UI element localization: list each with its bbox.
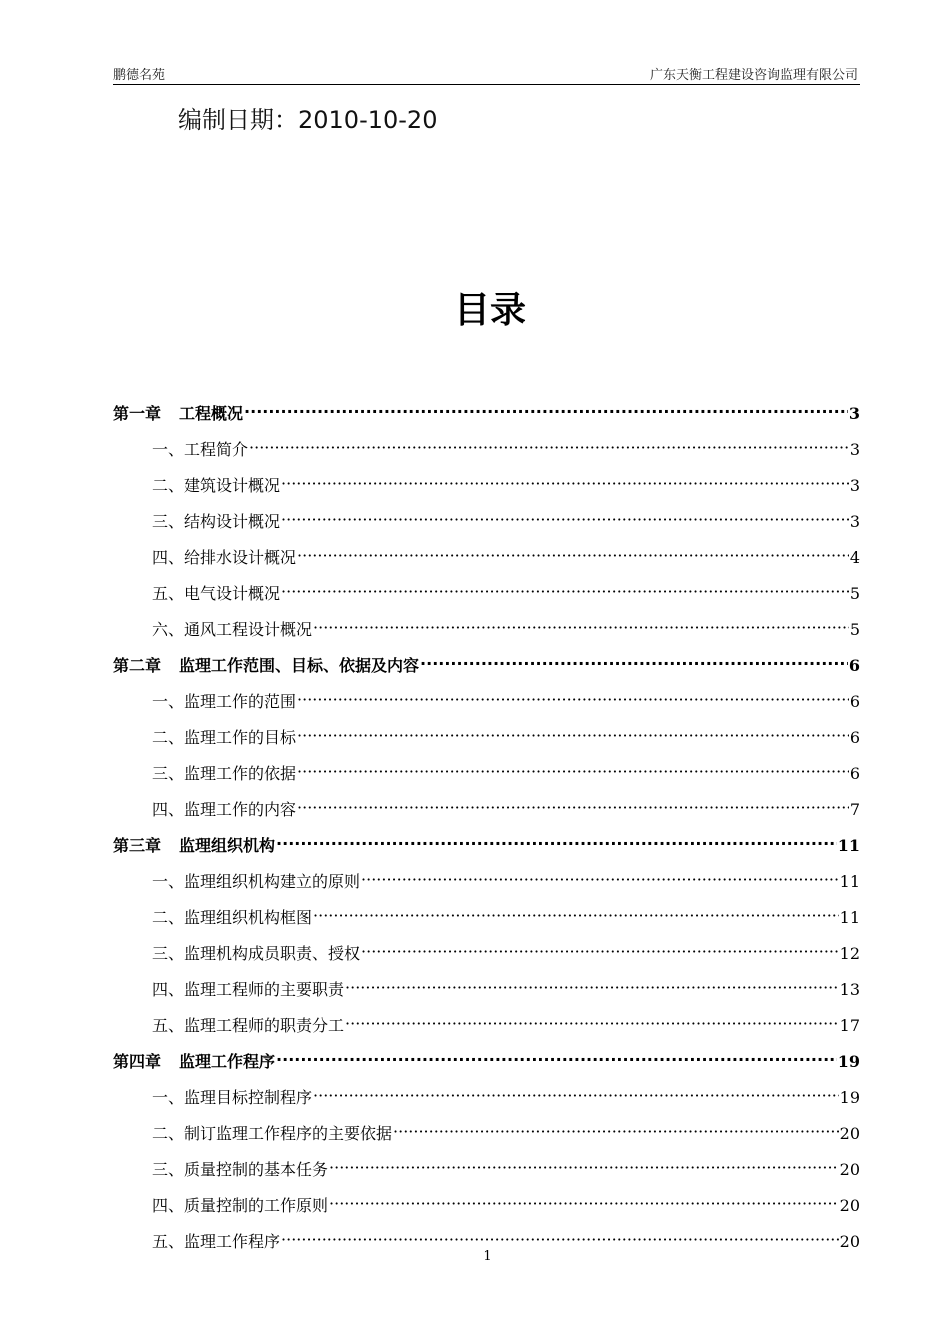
toc-entry-title bbox=[152, 720, 296, 756]
toc-entry-label: 一、监理目标控制程序 bbox=[152, 1088, 313, 1107]
toc-chapter-entry[interactable] bbox=[113, 828, 860, 864]
toc-section-entry[interactable] bbox=[113, 1008, 860, 1044]
toc-dot-leader bbox=[297, 718, 849, 754]
toc-entry-label: 二、制订监理工作程序的主要依据 bbox=[152, 1124, 393, 1143]
toc-entry-title bbox=[152, 684, 296, 720]
toc-page-number: 19 bbox=[837, 1052, 860, 1071]
toc-entry-title bbox=[152, 540, 296, 576]
toc-dot-leader bbox=[329, 1150, 839, 1186]
toc-chapter-entry[interactable] bbox=[113, 396, 860, 432]
toc-page-number: 4 bbox=[849, 548, 860, 567]
toc-entry-label: 四、监理工程师的主要职责 bbox=[152, 980, 345, 999]
toc-entry-label: 四、监理工作的内容 bbox=[152, 800, 297, 819]
toc-dot-leader bbox=[297, 754, 849, 790]
toc-entry-title bbox=[152, 468, 280, 504]
toc-dot-leader bbox=[361, 862, 839, 898]
toc-page-number: 5 bbox=[849, 620, 860, 639]
compile-date: 编制日期：2010-10-20 bbox=[178, 106, 438, 134]
toc-entry-title bbox=[152, 792, 296, 828]
toc-entry-title bbox=[113, 648, 419, 684]
toc-page-number: 3 bbox=[849, 440, 860, 459]
toc-dot-leader bbox=[420, 646, 848, 682]
toc-page-number: 11 bbox=[839, 908, 860, 927]
toc-section-entry[interactable] bbox=[113, 792, 860, 828]
toc-page-number: 20 bbox=[839, 1124, 860, 1143]
toc-page-number: 6 bbox=[848, 656, 860, 675]
toc-page-number: 17 bbox=[839, 1016, 860, 1035]
toc-page-number: 20 bbox=[839, 1160, 860, 1179]
table-of-contents bbox=[113, 396, 860, 1260]
toc-page-number: 6 bbox=[849, 692, 860, 711]
toc-section-entry[interactable] bbox=[113, 540, 860, 576]
toc-entry-label: 三、监理工作的依据 bbox=[152, 764, 297, 783]
toc-section-entry[interactable] bbox=[113, 900, 860, 936]
toc-page-number: 3 bbox=[848, 404, 860, 423]
toc-dot-leader bbox=[313, 898, 839, 934]
toc-page-number: 20 bbox=[839, 1232, 860, 1251]
toc-entry-title bbox=[152, 1188, 328, 1224]
toc-entry-title bbox=[152, 756, 296, 792]
toc-entry-label: 一、监理组织机构建立的原则 bbox=[152, 872, 361, 891]
toc-heading: 目录 bbox=[453, 290, 526, 331]
toc-dot-leader bbox=[244, 394, 848, 430]
toc-page-number: 12 bbox=[839, 944, 860, 963]
toc-entry-label: 一、监理工作的范围 bbox=[152, 692, 297, 711]
header-divider bbox=[113, 84, 860, 85]
toc-entry-title bbox=[152, 1080, 312, 1116]
toc-entry-label: 二、监理组织机构框图 bbox=[152, 908, 313, 927]
toc-entry-label: 四、给排水设计概况 bbox=[152, 548, 297, 567]
toc-entry-title bbox=[113, 396, 243, 432]
toc-page-number: 20 bbox=[839, 1196, 860, 1215]
toc-entry-label: 四、质量控制的工作原则 bbox=[152, 1196, 329, 1215]
toc-dot-leader bbox=[393, 1114, 839, 1150]
toc-entry-title bbox=[113, 1044, 275, 1080]
toc-dot-leader bbox=[361, 934, 839, 970]
toc-dot-leader bbox=[281, 502, 849, 538]
toc-dot-leader bbox=[345, 970, 839, 1006]
toc-dot-leader bbox=[329, 1186, 839, 1222]
toc-entry-title bbox=[152, 972, 344, 1008]
toc-section-entry[interactable] bbox=[113, 468, 860, 504]
toc-dot-leader bbox=[297, 682, 849, 718]
toc-entry-title bbox=[152, 936, 360, 972]
toc-dot-leader bbox=[281, 574, 849, 610]
toc-chapter-entry[interactable] bbox=[113, 1044, 860, 1080]
toc-entry-label: 监理工作程序 bbox=[179, 1052, 276, 1071]
toc-entry-label: 二、建筑设计概况 bbox=[152, 476, 281, 495]
toc-section-entry[interactable] bbox=[113, 756, 860, 792]
toc-entry-label: 五、监理工程师的职责分工 bbox=[152, 1016, 345, 1035]
toc-dot-leader bbox=[313, 610, 849, 646]
toc-chapter-number: 第二章 bbox=[113, 656, 162, 675]
toc-dot-leader bbox=[276, 1042, 837, 1078]
toc-section-entry[interactable] bbox=[113, 1152, 860, 1188]
toc-entry-label: 五、电气设计概况 bbox=[152, 584, 281, 603]
toc-entry-title bbox=[152, 864, 360, 900]
toc-entry-title bbox=[152, 900, 312, 936]
toc-entry-label: 三、监理机构成员职责、授权 bbox=[152, 944, 361, 963]
toc-entry-label: 六、通风工程设计概况 bbox=[152, 620, 313, 639]
toc-entry-label: 三、结构设计概况 bbox=[152, 512, 281, 531]
toc-entry-title bbox=[152, 504, 280, 540]
toc-entry-label: 二、监理工作的目标 bbox=[152, 728, 297, 747]
toc-dot-leader bbox=[249, 430, 849, 466]
toc-entry-label: 工程概况 bbox=[179, 404, 244, 423]
toc-section-entry[interactable] bbox=[113, 936, 860, 972]
header-company-name: 广东天衡工程建设咨询监理有限公司 bbox=[649, 68, 858, 83]
toc-entry-title bbox=[152, 1152, 328, 1188]
toc-entry-title bbox=[152, 612, 312, 648]
header-project-name: 鹏德名苑 bbox=[113, 68, 166, 83]
toc-entry-label: 三、质量控制的基本任务 bbox=[152, 1160, 329, 1179]
toc-section-entry[interactable] bbox=[113, 1188, 860, 1224]
toc-dot-leader bbox=[297, 538, 849, 574]
toc-chapter-number: 第三章 bbox=[113, 836, 162, 855]
toc-section-entry[interactable] bbox=[113, 1116, 860, 1152]
toc-section-entry[interactable] bbox=[113, 1080, 860, 1116]
toc-section-entry[interactable] bbox=[113, 972, 860, 1008]
toc-page-number: 7 bbox=[849, 800, 860, 819]
toc-section-entry[interactable] bbox=[113, 612, 860, 648]
toc-section-entry[interactable] bbox=[113, 576, 860, 612]
toc-dot-leader bbox=[297, 790, 849, 826]
toc-page-number: 3 bbox=[849, 476, 860, 495]
toc-section-entry[interactable] bbox=[113, 684, 860, 720]
toc-dot-leader bbox=[313, 1078, 839, 1114]
toc-section-entry[interactable] bbox=[113, 720, 860, 756]
toc-page-number: 6 bbox=[849, 728, 860, 747]
toc-page-number: 11 bbox=[837, 836, 860, 855]
footer-page-number: 1 bbox=[483, 1249, 492, 1264]
toc-entry-title bbox=[152, 1008, 344, 1044]
toc-section-entry[interactable] bbox=[113, 504, 860, 540]
toc-page-number: 5 bbox=[849, 584, 860, 603]
toc-chapter-number: 第四章 bbox=[113, 1052, 162, 1071]
toc-dot-leader bbox=[276, 826, 837, 862]
toc-entry-title bbox=[113, 828, 275, 864]
toc-section-entry[interactable] bbox=[113, 864, 860, 900]
toc-entry-label: 监理组织机构 bbox=[179, 836, 276, 855]
toc-page-number: 11 bbox=[839, 872, 860, 891]
toc-section-entry[interactable] bbox=[113, 432, 860, 468]
toc-dot-leader bbox=[345, 1006, 839, 1042]
toc-entry-label: 监理工作范围、目标、依据及内容 bbox=[179, 656, 420, 675]
toc-entry-title bbox=[152, 1116, 392, 1152]
toc-dot-leader bbox=[281, 466, 849, 502]
toc-entry-title bbox=[152, 576, 280, 612]
toc-entry-label: 五、监理工作程序 bbox=[152, 1232, 281, 1251]
toc-page-number: 3 bbox=[849, 512, 860, 531]
toc-page-number: 19 bbox=[839, 1088, 860, 1107]
toc-page-number: 13 bbox=[839, 980, 860, 999]
toc-page-number: 6 bbox=[849, 764, 860, 783]
toc-chapter-entry[interactable] bbox=[113, 648, 860, 684]
toc-entry-title bbox=[152, 432, 248, 468]
toc-chapter-number: 第一章 bbox=[113, 404, 162, 423]
toc-entry-label: 一、工程简介 bbox=[152, 440, 249, 459]
